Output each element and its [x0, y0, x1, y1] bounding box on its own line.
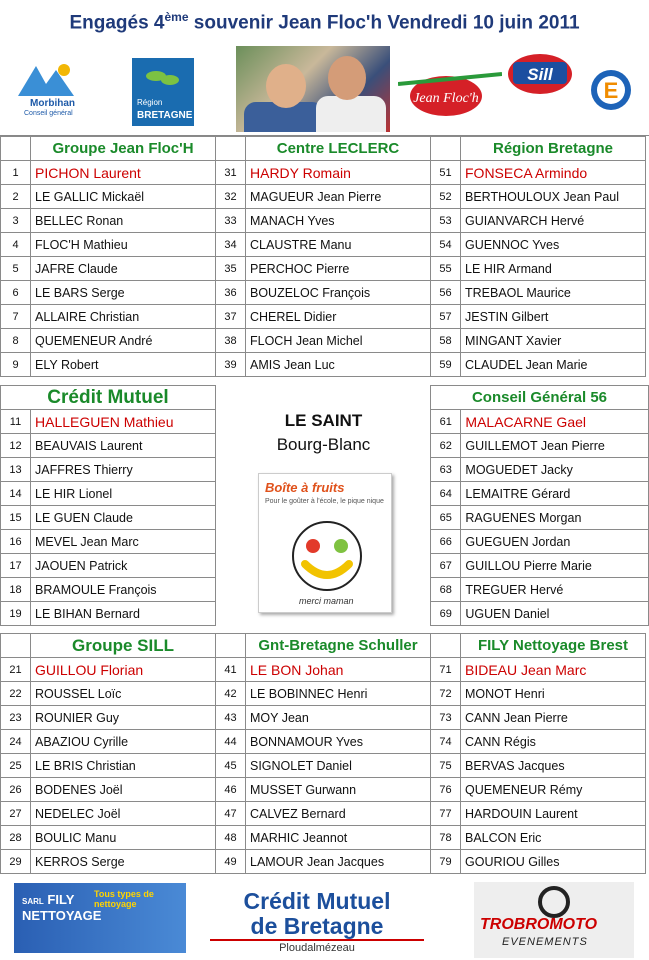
team-leader-name: BIDEAU Jean Marc — [461, 658, 646, 682]
rider-number: 75 — [431, 754, 461, 778]
cm-line2: de Bretagne — [250, 913, 384, 939]
rider-number: 78 — [431, 826, 461, 850]
rider-name: FLOCH Jean Michel — [246, 329, 431, 353]
rider-number: 77 — [431, 802, 461, 826]
rider-number: 62 — [431, 434, 461, 458]
fily-tagline: Tous types de nettoyage — [94, 889, 154, 909]
table-row — [1, 634, 646, 658]
center-sponsor-town: Bourg-Blanc — [276, 435, 371, 454]
leclerc-logo — [584, 68, 638, 112]
table-row — [1, 233, 646, 257]
team-leader-name: GUILLOU Florian — [31, 658, 216, 682]
team-leader-name: HALLEGUEN Mathieu — [31, 410, 216, 434]
rider-name: BELLEC Ronan — [31, 209, 216, 233]
wheel-icon — [538, 886, 570, 918]
team-header: Conseil Général 56 — [431, 386, 649, 410]
rider-number: 5 — [1, 257, 31, 281]
leaf-icon — [142, 64, 182, 94]
rider-number: 9 — [1, 353, 31, 377]
table-row — [1, 706, 646, 730]
title-superscript: ème — [164, 10, 189, 24]
rider-number: 68 — [431, 578, 461, 602]
rider-number: 31 — [216, 161, 246, 185]
rider-name: QUEMENEUR André — [31, 329, 216, 353]
fily-name2: NETTOYAGE — [22, 908, 102, 923]
svg-text:Jean Floc'h: Jean Floc'h — [413, 91, 479, 106]
rider-name: UGUEN Daniel — [461, 602, 649, 626]
leclerc-badge-icon — [584, 68, 638, 112]
rider-name: LE GALLIC Mickaël — [31, 185, 216, 209]
table-row — [1, 802, 646, 826]
rider-number: 24 — [1, 730, 31, 754]
teams-top-table — [0, 136, 646, 377]
cm-line1: Crédit Mutuel — [243, 888, 391, 914]
rider-name: MAGUEUR Jean Pierre — [246, 185, 431, 209]
team-header: Gnt-Bretagne Schuller — [246, 634, 431, 658]
rider-number: 33 — [216, 209, 246, 233]
title-suffix: souvenir Jean Floc'h Vendredi 10 juin 2011 — [188, 12, 580, 34]
team-leader-name: LE BON Johan — [246, 658, 431, 682]
center-sponsor — [216, 385, 431, 629]
team-header: Crédit Mutuel — [1, 386, 216, 410]
rider-name: BRAMOULE François — [31, 578, 216, 602]
rider-number: 25 — [1, 754, 31, 778]
rider-number: 39 — [216, 353, 246, 377]
rider-number: 32 — [216, 185, 246, 209]
rider-number: 79 — [431, 850, 461, 874]
rider-number: 51 — [431, 161, 461, 185]
morbihan-name: Morbihan — [30, 98, 75, 109]
rider-number: 12 — [1, 434, 31, 458]
rider-name: MEVEL Jean Marc — [31, 530, 216, 554]
bretagne-line1: Région — [137, 98, 163, 107]
rider-name: LE BIHAN Bernard — [31, 602, 216, 626]
rider-name: RAGUENES Morgan — [461, 506, 649, 530]
rider-name: LE HIR Armand — [461, 257, 646, 281]
table-row — [1, 281, 646, 305]
rider-name: FLOC'H Mathieu — [31, 233, 216, 257]
rider-number: 43 — [216, 706, 246, 730]
rider-number: 15 — [1, 506, 31, 530]
team-header: FILY Nettoyage Brest — [461, 634, 646, 658]
rider-name: SIGNOLET Daniel — [246, 754, 431, 778]
product-name: Boîte à fruits — [265, 480, 345, 495]
rider-name: AMIS Jean Luc — [246, 353, 431, 377]
rider-number: 35 — [216, 257, 246, 281]
table-row — [1, 353, 646, 377]
rider-number: 76 — [431, 778, 461, 802]
rider-name: BONNAMOUR Yves — [246, 730, 431, 754]
credit-mutuel-bretagne-logo — [210, 888, 424, 954]
rider-name: LE HIR Lionel — [31, 482, 216, 506]
rider-name: CANN Régis — [461, 730, 646, 754]
jean-floch-badge-icon — [398, 70, 502, 120]
jean-floch-logo — [398, 70, 502, 120]
rider-name: BOUZELOC François — [246, 281, 431, 305]
sill-badge-icon — [507, 52, 573, 96]
rider-number: 61 — [431, 410, 461, 434]
rider-name: ROUNIER Guy — [31, 706, 216, 730]
rider-number: 21 — [1, 658, 31, 682]
rider-name: GUILLEMOT Jean Pierre — [461, 434, 649, 458]
fily-name1: FILY — [47, 892, 75, 907]
rider-number: 72 — [431, 682, 461, 706]
rider-name: LAMOUR Jean Jacques — [246, 850, 431, 874]
rider-number: 6 — [1, 281, 31, 305]
rider-number: 27 — [1, 802, 31, 826]
rider-name: PERCHOC Pierre — [246, 257, 431, 281]
rider-name: GUILLOU Pierre Marie — [461, 554, 649, 578]
rider-number: 74 — [431, 730, 461, 754]
rider-name: MARHIC Jeannot — [246, 826, 431, 850]
table-row — [1, 161, 646, 185]
fily-nettoyage-logo — [14, 883, 186, 953]
rider-name: LE BARS Serge — [31, 281, 216, 305]
morbihan-emblem-icon — [14, 60, 94, 100]
team-leader-name: MALACARNE Gael — [461, 410, 649, 434]
rider-number: 4 — [1, 233, 31, 257]
merci-maman-text: merci maman — [299, 596, 354, 606]
rider-number: 14 — [1, 482, 31, 506]
rider-name: JAFFRES Thierry — [31, 458, 216, 482]
rider-number: 17 — [1, 554, 31, 578]
teams-bottom-table — [0, 633, 646, 874]
trobro-sub: EVENEMENTS — [502, 936, 588, 948]
region-bretagne-logo — [132, 58, 194, 126]
table-row — [1, 305, 646, 329]
rider-number: 65 — [431, 506, 461, 530]
rider-number: 36 — [216, 281, 246, 305]
rider-number: 52 — [431, 185, 461, 209]
rider-name: MONOT Henri — [461, 682, 646, 706]
rider-name: LE GUEN Claude — [31, 506, 216, 530]
team-header: Région Bretagne — [461, 137, 646, 161]
product-tagline: Pour le goûter à l'école, le pique nique — [265, 498, 384, 505]
rider-number: 37 — [216, 305, 246, 329]
fruit-face-icon — [289, 518, 365, 594]
table-row — [1, 658, 646, 682]
rider-number: 54 — [431, 233, 461, 257]
rider-number: 2 — [1, 185, 31, 209]
page-title — [0, 0, 649, 36]
rider-name: JAOUEN Patrick — [31, 554, 216, 578]
rider-number: 16 — [1, 530, 31, 554]
rider-name: MINGANT Xavier — [461, 329, 646, 353]
rider-number: 69 — [431, 602, 461, 626]
fily-sarl: SARL — [22, 897, 44, 906]
table-row — [1, 826, 646, 850]
rider-number: 34 — [216, 233, 246, 257]
rider-number: 18 — [1, 578, 31, 602]
table-row — [1, 850, 646, 874]
rider-number: 38 — [216, 329, 246, 353]
rider-number: 59 — [431, 353, 461, 377]
rider-number: 49 — [216, 850, 246, 874]
team-leader-name: PICHON Laurent — [31, 161, 216, 185]
rider-number: 29 — [1, 850, 31, 874]
rider-name: ALLAIRE Christian — [31, 305, 216, 329]
trobro-name: TROBROMOTO — [480, 916, 598, 933]
rider-name: BERTHOULOUX Jean Paul — [461, 185, 646, 209]
rider-name: GOURIOU Gilles — [461, 850, 646, 874]
rider-name: MANACH Yves — [246, 209, 431, 233]
rider-number: 64 — [431, 482, 461, 506]
rider-name: MUSSET Gurwann — [246, 778, 431, 802]
rider-name: BALCON Eric — [461, 826, 646, 850]
table-row — [1, 137, 646, 161]
table-row — [1, 257, 646, 281]
rider-number: 73 — [431, 706, 461, 730]
rider-number: 53 — [431, 209, 461, 233]
rider-number: 66 — [431, 530, 461, 554]
rider-number: 42 — [216, 682, 246, 706]
table-row — [1, 329, 646, 353]
morbihan-sub: Conseil général — [24, 110, 73, 117]
rider-number: 58 — [431, 329, 461, 353]
table-row — [1, 682, 646, 706]
rider-number: 47 — [216, 802, 246, 826]
rider-name: CLAUDEL Jean Marie — [461, 353, 646, 377]
rider-number: 7 — [1, 305, 31, 329]
rider-number: 26 — [1, 778, 31, 802]
rider-name: NEDELEC Joël — [31, 802, 216, 826]
rider-name: CLAUSTRE Manu — [246, 233, 431, 257]
svg-text:Sill: Sill — [527, 65, 553, 84]
rider-name: ROUSSEL Loïc — [31, 682, 216, 706]
morbihan-logo — [14, 60, 94, 122]
rider-name: BOULIC Manu — [31, 826, 216, 850]
table-row — [1, 185, 646, 209]
rider-number: 67 — [431, 554, 461, 578]
rider-name: CALVEZ Bernard — [246, 802, 431, 826]
rider-name: JAFRE Claude — [31, 257, 216, 281]
rider-number: 23 — [1, 706, 31, 730]
rider-name: CHEREL Didier — [246, 305, 431, 329]
table-row — [1, 730, 646, 754]
rider-name: KERROS Serge — [31, 850, 216, 874]
rider-name: GUENNOC Yves — [461, 233, 646, 257]
rider-name: LE BRIS Christian — [31, 754, 216, 778]
rider-name: MOY Jean — [246, 706, 431, 730]
boite-a-fruits-image — [258, 473, 392, 613]
table-row — [1, 778, 646, 802]
rider-number: 11 — [1, 410, 31, 434]
rider-number: 56 — [431, 281, 461, 305]
footer-sponsors — [0, 880, 649, 960]
rider-name: LEMAITRE Gérard — [461, 482, 649, 506]
rider-name: LE BOBINNEC Henri — [246, 682, 431, 706]
rider-number: 28 — [1, 826, 31, 850]
rider-number: 57 — [431, 305, 461, 329]
rider-name: BEAUVAIS Laurent — [31, 434, 216, 458]
rider-number: 8 — [1, 329, 31, 353]
rider-number: 19 — [1, 602, 31, 626]
rider-number: 48 — [216, 826, 246, 850]
team-header: Groupe SILL — [31, 634, 216, 658]
table-row — [1, 754, 646, 778]
rider-number: 63 — [431, 458, 461, 482]
rider-number: 71 — [431, 658, 461, 682]
rider-number: 41 — [216, 658, 246, 682]
rider-name: CANN Jean Pierre — [461, 706, 646, 730]
table-row — [1, 209, 646, 233]
rider-name: BODENES Joël — [31, 778, 216, 802]
rider-name: TREGUER Hervé — [461, 578, 649, 602]
team-leader-name: HARDY Romain — [246, 161, 431, 185]
center-sponsor-name: LE SAINT — [284, 411, 363, 430]
cyclists-photo — [236, 46, 390, 132]
rider-name: TREBAOL Maurice — [461, 281, 646, 305]
svg-text:E: E — [603, 78, 619, 103]
rider-number: 13 — [1, 458, 31, 482]
rider-name: GUEGUEN Jordan — [461, 530, 649, 554]
rider-number: 45 — [216, 754, 246, 778]
rider-number: 3 — [1, 209, 31, 233]
rider-number: 44 — [216, 730, 246, 754]
team-header: Groupe Jean Floc'H — [31, 137, 216, 161]
rider-name: BERVAS Jacques — [461, 754, 646, 778]
rider-number: 22 — [1, 682, 31, 706]
rider-name: JESTIN Gilbert — [461, 305, 646, 329]
sponsor-logos-bar — [0, 38, 649, 136]
rider-name: ELY Robert — [31, 353, 216, 377]
rider-number: 46 — [216, 778, 246, 802]
team-leader-name: FONSECA Armindo — [461, 161, 646, 185]
rider-name: QUEMENEUR Rémy — [461, 778, 646, 802]
rider-name: MOGUEDET Jacky — [461, 458, 649, 482]
title-prefix: Engagés 4 — [69, 12, 165, 34]
bretagne-line2: BRETAGNE — [137, 110, 193, 121]
team-header: Centre LECLERC — [246, 137, 431, 161]
rider-name: GUIANVARCH Hervé — [461, 209, 646, 233]
sill-logo — [507, 52, 573, 96]
rider-number: 1 — [1, 161, 31, 185]
rider-number: 55 — [431, 257, 461, 281]
rider-name: HARDOUIN Laurent — [461, 802, 646, 826]
cm-city: Ploudalmézeau — [279, 942, 355, 954]
rider-name: ABAZIOU Cyrille — [31, 730, 216, 754]
trobromoto-logo — [474, 882, 634, 958]
